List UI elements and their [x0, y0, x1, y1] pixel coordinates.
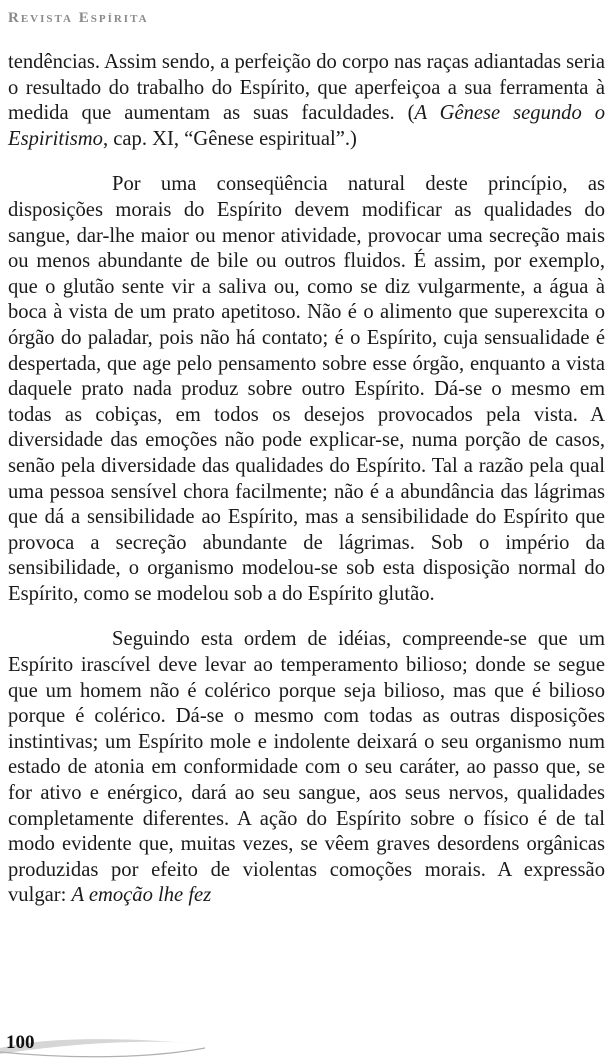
running-header: Revista Espírita [8, 10, 149, 26]
paragraph-3 [8, 627, 605, 909]
text-segment: , cap. XI, “Gênese espiritual”.) [102, 127, 357, 150]
paragraph-2 [8, 172, 605, 607]
text-segment: Por uma conseqüência natural deste princípio, as disposições morais do Espírito devem modificar as qualidades do sangue, dar-lhe maior ou menor atividade, provocar uma secreção mais ou menos abundante de bile ou outros fluidos. É assim, por exemplo, que o glutão sente vir a saliva ou, como se diz vulgarmente, a água à boca à vista de um prato apetitoso. Não é o alimento que superexcita o órgão do paladar, pois não há contato; é o Espírito, cuja sensualidade é despertada, que age pelo pensamento sobre esse órgão, enquanto a vista daquele prato nada produz sobre outro Espírito. Dá-se o mesmo em todas as cobiças, em todos os desejos provocados pela vista. A diversidade das emoções não pode explicar-se, numa porção de casos, senão pela diversidade das qualidades do Espírito. Tal a razão pela qual uma pessoa sensível chora facilmente; não é a abundância das lágrimas que dá a sensibilidade ao Espírito, mas a sensibilidade do Espírito que provoca a secreção abundante de lágrimas. Sob o império da sensibilidade, o organismo modelou-se sob esta disposição normal do Espírito, como se modelou sob a do Espírito glutão. [8, 173, 605, 605]
italic-text: A Gênese segundo o Espiritismo [8, 102, 606, 150]
page-number: 100 [6, 1032, 35, 1053]
swoosh-ornament [0, 1024, 240, 1064]
italic-text: A emoção lhe fez [71, 884, 212, 907]
text-segment: Seguindo esta ordem de idéias, compreende-se que um Espírito irascível deve levar ao temperamento bilioso; donde se segue que um homem não é colérico porque seja bilioso, mas que é bilioso porque é colérico. Dá-se o mesmo com todas as outras disposições instintivas; um Espírito mole e indolente deixará o seu organismo num estado de atonia em conformidade com o seu caráter, ao passo que, se for ativo e enérgico, dará ao seu sangue, aos seus nervos, qualidades completamente diferentes. A ação do Espírito sobre o físico é de tal modo evidente que, muitas vezes, se vêem graves desordens orgânicas produzidas por efeito de violentas comoções morais. A expressão vulgar: [8, 628, 605, 907]
text-segment: tendências. Assim sendo, a perfeição do corpo nas raças adiantadas seria o resultado do trabalho do Espírito, que aperfeiçoa a sua ferramenta à medida que aumentam as suas faculdades. ( [8, 51, 605, 125]
document-body [8, 50, 605, 909]
page-footer [0, 1024, 611, 1064]
paragraph-1 [8, 50, 605, 152]
